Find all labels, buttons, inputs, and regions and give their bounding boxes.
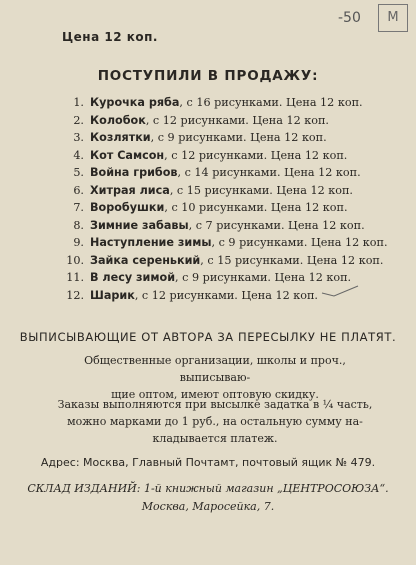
item-number: 8. <box>73 218 84 232</box>
item-number: 9. <box>73 236 84 249</box>
paragraph-line: щие оптом, имеют оптовую скидку. <box>111 388 319 401</box>
list-item <box>64 217 388 235</box>
paragraph-line: Заказы выполняются при высылке задатка в ¼ часть, <box>57 398 373 411</box>
footer-line: Москва, Маросейка, 7. <box>141 500 275 513</box>
book-title: Шарик <box>90 288 135 302</box>
book-title: Козлятки <box>90 131 151 144</box>
item-number: 6. <box>73 183 84 197</box>
book-details: , с 15 рисунками. Цена 12 коп. <box>200 253 384 267</box>
book-title: Зимние забавы <box>90 218 189 232</box>
list-item <box>64 112 388 130</box>
book-title: Война грибов <box>90 166 178 179</box>
item-number: 7. <box>73 201 84 214</box>
item-number: 4. <box>73 148 84 162</box>
book-details: , с 12 рисунками. Цена 12 коп. <box>134 288 318 302</box>
handwritten-number: -50 <box>338 10 361 26</box>
list-item <box>64 164 388 182</box>
warehouse-footer <box>0 480 416 516</box>
list-item <box>64 94 388 112</box>
item-number: 1. <box>73 96 84 109</box>
orders-paragraph <box>50 396 380 447</box>
list-item <box>64 199 388 217</box>
book-title: Наступление зимы <box>90 236 212 249</box>
book-title: Курочка ряба <box>90 96 180 109</box>
paragraph-line: можно марками до 1 руб., на остальную сумму на- <box>67 415 363 428</box>
list-item <box>64 147 388 165</box>
book-title: В лесу зимой <box>90 271 176 284</box>
list-item <box>64 234 388 252</box>
book-title: Кот Самсон <box>90 148 165 162</box>
book-details: , с 7 рисунками. Цена 12 коп. <box>188 218 365 232</box>
book-title: Колобок <box>90 113 146 127</box>
page-heading: ПОСТУПИЛИ В ПРОДАЖУ: <box>97 68 319 84</box>
book-details: , с 9 рисунками. Цена 12 коп. <box>211 236 388 249</box>
paragraph-line: Общественные организации, школы и проч., выписываю- <box>84 354 346 384</box>
book-list <box>64 94 388 304</box>
book-details: , с 9 рисунками. Цена 12 коп. <box>150 131 327 144</box>
postal-address: Адрес: Москва, Главный Почтамт, почтовый ящик № 479. <box>40 456 376 469</box>
footer-line: СКЛАД ИЗДАНИЙ: 1-й книжный магазин „ЦЕНТРОСОЮЗА“. <box>27 482 389 495</box>
book-details: , с 15 рисунками. Цена 12 коп. <box>169 183 353 197</box>
shipping-notice: ВЫПИСЫВАЮЩИЕ ОТ АВТОРА ЗА ПЕРЕСЫЛКУ НЕ ПЛАТЯТ. <box>19 330 397 344</box>
book-details: , с 12 рисунками. Цена 12 коп. <box>164 148 348 162</box>
book-title: Зайка серенький <box>90 253 201 267</box>
item-number: 11. <box>66 271 84 284</box>
item-number: 12. <box>66 288 84 302</box>
paragraph-line: кладывается платеж. <box>152 432 278 445</box>
list-item <box>64 129 388 147</box>
book-details: , с 14 рисунками. Цена 12 коп. <box>177 166 361 179</box>
item-number: 2. <box>73 113 84 127</box>
price-line: Цена 12 коп. <box>62 30 158 44</box>
item-number: 3. <box>73 131 84 144</box>
book-details: , с 9 рисунками. Цена 12 коп. <box>175 271 352 284</box>
pencil-check-mark <box>320 284 360 298</box>
book-details: , с 16 рисунками. Цена 12 коп. <box>179 96 363 109</box>
item-number: 10. <box>66 253 84 267</box>
book-title: Хитрая лиса <box>90 183 170 197</box>
book-title: Воробушки <box>90 201 165 214</box>
book-details: , с 12 рисунками. Цена 12 коп. <box>145 113 329 127</box>
book-details: , с 10 рисунками. Цена 12 коп. <box>164 201 348 214</box>
list-item <box>64 182 388 200</box>
list-item <box>64 252 388 270</box>
item-number: 5. <box>73 166 84 179</box>
stamp-mark: М <box>378 4 408 32</box>
